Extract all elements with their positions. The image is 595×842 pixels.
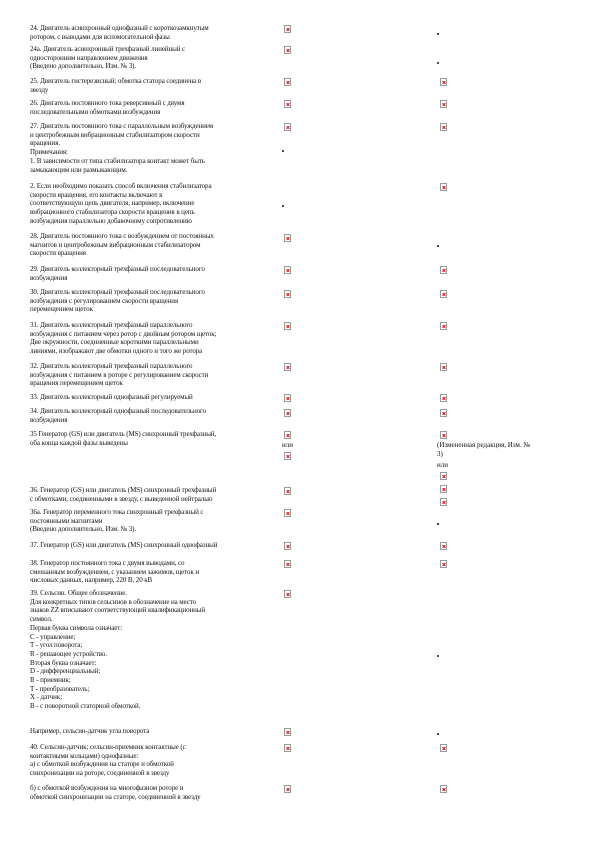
broken-image-icon — [284, 409, 291, 417]
entry-40b-text: б) с обмоткой возбуждения на многофазном роторе и обмоткой синхронизации на статоре, соединенной в звезду — [30, 784, 201, 801]
entry-28-text: 28. Двигатель постоянного тока с возбуждением от постоянных магнитов и центробежным вибрационным стабилизатором скорости вращения — [30, 232, 214, 258]
broken-image-icon — [440, 183, 447, 191]
broken-image-icon — [284, 394, 291, 402]
broken-image-icon — [440, 322, 447, 330]
or-label: или — [437, 461, 448, 469]
entry-36a-text: 36а. Генератор переменного тока синхронный трехфазный с постоянными магнитами (Введено дополнительно, Изм. № 3). — [30, 508, 204, 534]
entry-37-text: 37. Генератор (GS) или двигатель (MS) синхронный однофазный — [30, 541, 218, 549]
entry-40-text: 40. Сельсин-датчик; сельсин-приемник контактные (с контактными кольцами) однофазные: а) с обмоткой возбуждения на статоре и обмоткой синхронизации на роторе, соединенной в звезду — [30, 743, 186, 778]
broken-image-icon — [440, 78, 447, 86]
entry-25-text: 25. Двигатель гистерезисный; обмотка статора соединена в звезду — [30, 77, 202, 94]
broken-image-icon — [440, 472, 447, 480]
bullet-mark — [437, 733, 439, 735]
broken-image-icon — [440, 409, 447, 417]
entry-34-text: 34. Двигатель коллекторный однофазный последовательного возбуждения — [30, 407, 206, 424]
broken-image-icon — [284, 744, 291, 752]
entry-36-text: 36. Генератор (GS) или двигатель (MS) синхронный трехфазный с обмотками, соединенными в звезду, с выведенной нейтралью — [30, 486, 217, 503]
entry-39-text: 39. Сельсин. Общее обозначение. Для конкретных типов сельсинов в обозначение на место знаков ZZ вписывают соответствующий квалификационный символ. Первая буква символа означает: С - управление; Т - угол поворота; R - решающее устройство. Вторая буква означает: D - дифференциальный; R - приемник; T - преобразователь; X - датчик; B - с поворотной статорной обмоткой. — [30, 589, 206, 711]
broken-image-icon — [284, 290, 291, 298]
broken-image-icon — [284, 266, 291, 274]
bullet-mark — [437, 33, 439, 35]
broken-image-icon — [284, 452, 291, 460]
entry-26-text: 26. Двигатель постоянного тока реверсивный с двумя последовательными обмотками возбуждения — [30, 99, 185, 116]
broken-image-icon — [284, 431, 291, 439]
broken-image-icon — [284, 78, 291, 86]
bullet-mark — [437, 245, 439, 247]
entry-38-text: 38. Генератор постоянного тока с двумя выводами, со смешанным возбуждением, с указанием зажимов, щеток и числовых данных, например, 220 В, 20 кВ — [30, 559, 200, 585]
broken-image-icon — [440, 431, 447, 439]
broken-image-icon — [440, 363, 447, 371]
entry-35-text: 35 Генератор (GS) или двигатель (MS) синхронный трехфазный, оба конца каждой фазы выведены — [30, 430, 217, 447]
broken-image-icon — [284, 590, 291, 598]
broken-image-icon — [284, 560, 291, 568]
broken-image-icon — [440, 542, 447, 550]
broken-image-icon — [284, 25, 291, 33]
entry-31-text: 31. Двигатель коллекторный трехфазный параллельного возбуждения с питанием через ротор с двойным ротором щеток; Две окружности, соединенные короткими параллельными линиями, изображают две обмотки одного и того же ротора — [30, 321, 217, 356]
entry-33-text: 33. Двигатель коллекторный однофазный регулируемый — [30, 393, 193, 401]
entry-24-text: 24. Двигатель асинхронный однофазный с короткозамкнутым ротором, с выводами для вспомогательной фазы — [30, 24, 209, 41]
broken-image-icon — [284, 100, 291, 108]
broken-image-icon — [440, 560, 447, 568]
bullet-mark — [437, 62, 439, 64]
entry-32-text: 32. Двигатель коллекторный трехфазный параллельного возбуждения с питанием в роторе с регулированием скорости вращения перемещением щеток — [30, 362, 209, 388]
entry-29-text: 29. Двигатель коллекторный трехфазный последовательного возбуждения — [30, 265, 205, 282]
broken-image-icon — [284, 322, 291, 330]
entry-30-text: 30. Двигатель коллекторный трехфазный последовательного возбуждения с регулированием скорости вращения перемещением щеток — [30, 288, 205, 314]
broken-image-icon — [284, 46, 291, 54]
entry-24a-text: 24а. Двигатель асинхронный трехфазный линейный с односторонним направлением движения (Введено дополнительно, Изм. № 3). — [30, 45, 186, 71]
broken-image-icon — [440, 266, 447, 274]
entry-example-text: Например, сельсин-датчик угла поворота — [30, 727, 150, 735]
broken-image-icon — [440, 485, 447, 493]
broken-image-icon — [440, 394, 447, 402]
broken-image-icon — [440, 123, 447, 131]
or-label: или — [282, 441, 293, 449]
bullet-mark — [437, 655, 439, 657]
broken-image-icon — [440, 498, 447, 506]
broken-image-icon — [440, 290, 447, 298]
broken-image-icon — [284, 509, 291, 517]
entry-note2-text: 2. Если необходимо показать способ включения стабилизатора скорости вращения, его контакты включают в соответствующую цепь двигателя, например, включение вибрационного стабилизатора скорости вращения в цепь возбуждения параллельно добавочному сопротивлению — [30, 182, 212, 225]
broken-image-icon — [284, 542, 291, 550]
broken-image-icon — [440, 100, 447, 108]
broken-image-icon — [284, 234, 291, 242]
bullet-mark — [282, 150, 284, 152]
broken-image-icon — [284, 785, 291, 793]
broken-image-icon — [284, 123, 291, 131]
bullet-mark — [437, 523, 439, 525]
broken-image-icon — [440, 785, 447, 793]
bullet-mark — [282, 205, 284, 207]
broken-image-icon — [440, 744, 447, 752]
broken-image-icon — [284, 487, 291, 495]
broken-image-icon — [284, 363, 291, 371]
broken-image-icon — [284, 728, 291, 736]
entry-27-text: 27. Двигатель постоянного тока с параллельным возбуждением и центробежным вибрационным стабилизатором скорости вращения. Примечания: 1. В зависимости от типа стабилизатора контакт может быть замыкающим или размыкающим. — [30, 122, 214, 174]
edition-note: (Измененная редакция, Изм. № 3) — [437, 441, 531, 458]
